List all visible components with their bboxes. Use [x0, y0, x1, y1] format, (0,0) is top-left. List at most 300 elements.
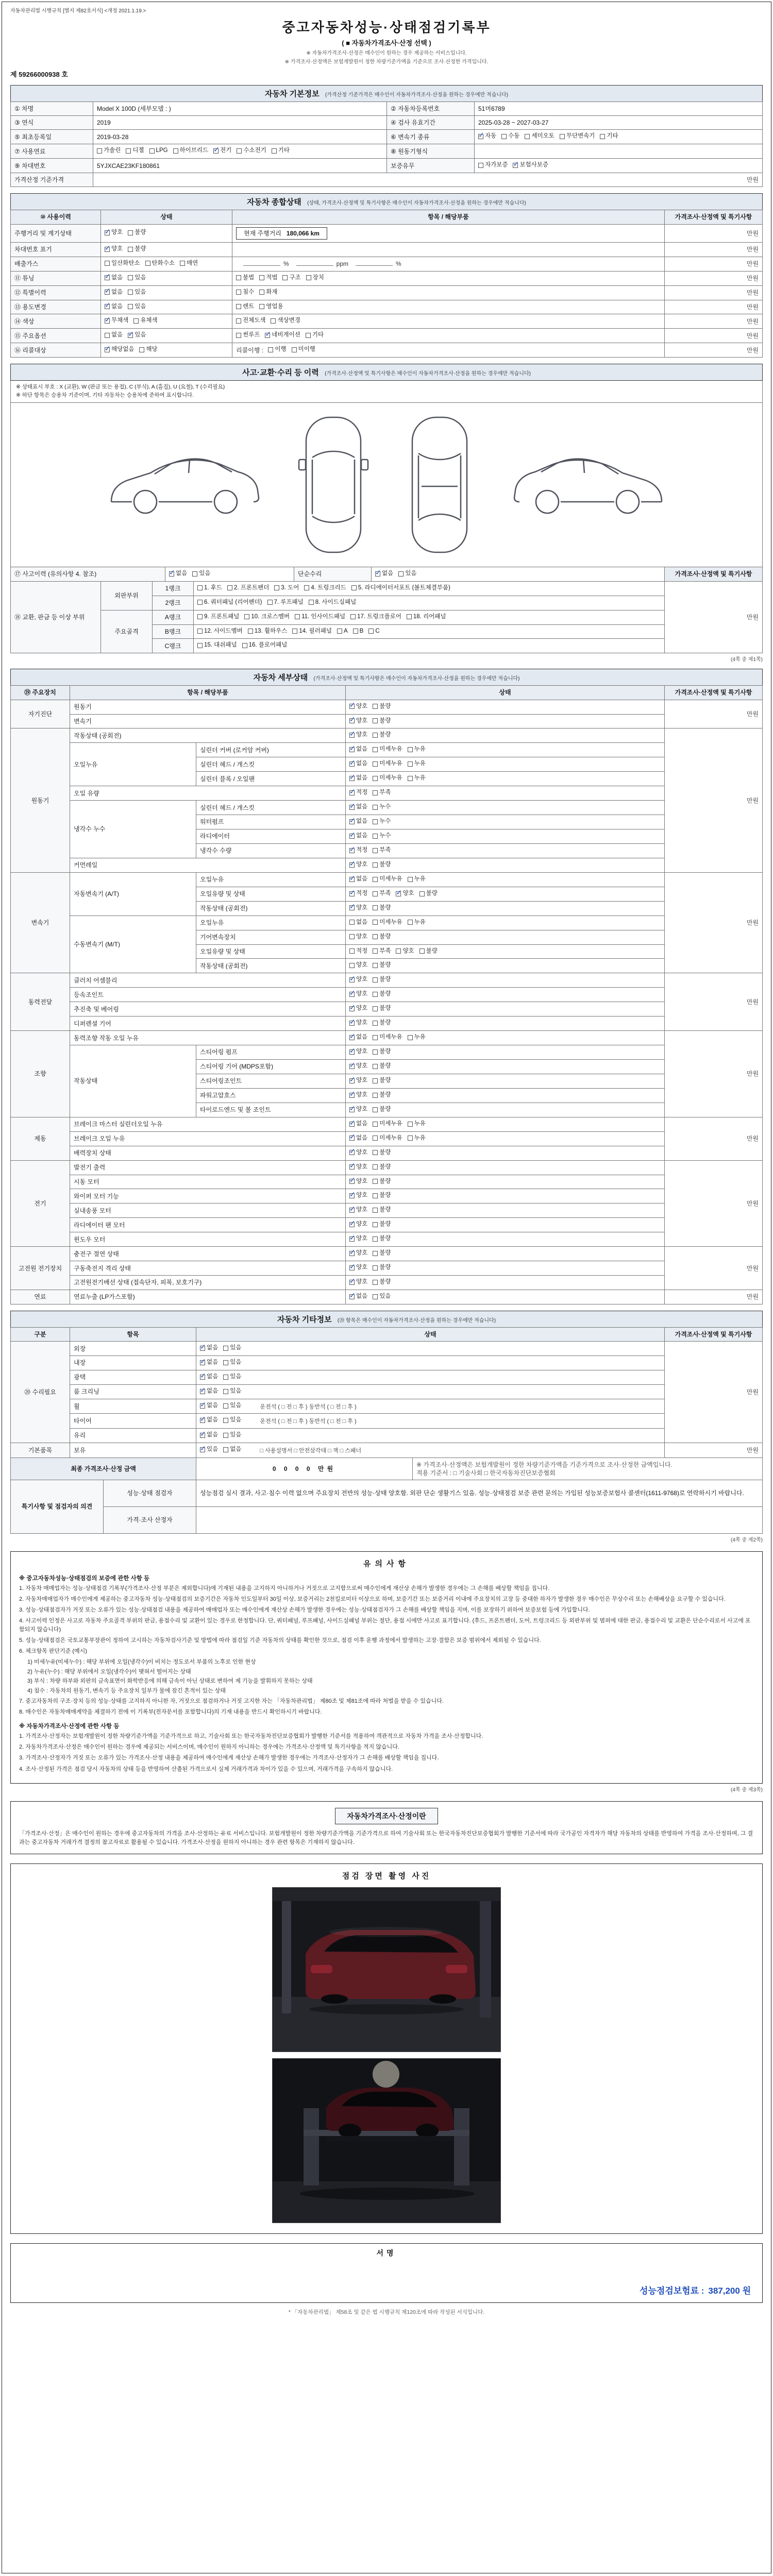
checkbox-누유[interactable]: [408, 1120, 426, 1128]
item-label: 연료누출 (LP가스포함): [70, 1290, 346, 1304]
checkbox-없음[interactable]: [200, 1373, 218, 1381]
checkbox-불량[interactable]: [373, 1149, 391, 1157]
checkbox-불량[interactable]: [373, 1221, 391, 1229]
checkbox-불량[interactable]: [373, 731, 391, 739]
checkbox-label: 누유: [414, 760, 426, 767]
state-cell: [346, 1261, 665, 1276]
checkbox-렌트[interactable]: [236, 303, 254, 311]
checkbox-box: [560, 134, 565, 139]
checkbox-누유[interactable]: [408, 774, 426, 783]
checkbox-box: [200, 1447, 205, 1452]
field-value: [475, 144, 763, 159]
checkbox-있음[interactable]: [398, 570, 416, 578]
col-etc-item: 항목: [70, 1327, 196, 1341]
checkbox-box: [227, 585, 232, 590]
item-label: 브레이크 마스터 실린더오일 누유: [70, 1117, 346, 1131]
checkbox-미세누유[interactable]: [373, 1120, 402, 1128]
checkbox-없음[interactable]: [349, 832, 367, 840]
checkbox-없음[interactable]: [200, 1344, 218, 1352]
notice-heading: ※ 자동차가격조사·산정에 관한 사항 등: [19, 1723, 120, 1730]
accident-history-table: [10, 567, 763, 582]
checkbox-미세누유[interactable]: [373, 1134, 402, 1143]
state-cell: [346, 1276, 665, 1290]
checkbox-불량[interactable]: [373, 703, 391, 711]
checkbox-없음[interactable]: [349, 818, 367, 826]
checkbox-하이브리드[interactable]: [173, 147, 209, 155]
checkbox-label: 불량: [379, 717, 391, 724]
checkbox-label: 불량: [379, 1221, 391, 1228]
checkbox-전기[interactable]: [213, 147, 231, 155]
checkbox-불량[interactable]: [373, 1206, 391, 1214]
checkbox-불량[interactable]: [373, 1091, 391, 1099]
checkbox-label: 18. 리어패널: [413, 613, 446, 620]
checkbox-없음[interactable]: [105, 303, 123, 311]
price-cell: 만원: [665, 581, 763, 653]
checkbox-양호[interactable]: [349, 1077, 367, 1085]
checkbox-불량[interactable]: [373, 1192, 391, 1200]
checkbox-양호[interactable]: [105, 229, 123, 237]
checkbox-box: [192, 571, 197, 577]
checkbox-없음[interactable]: [105, 289, 123, 297]
checkbox-box: [373, 1222, 378, 1227]
checkbox-12. 사이드멤버[interactable]: [197, 628, 243, 636]
checkbox-box: [478, 134, 483, 139]
checkbox-수동[interactable]: [501, 132, 519, 141]
checkbox-누유[interactable]: [408, 919, 426, 927]
checkbox-양호[interactable]: [349, 904, 367, 912]
checkbox-침수[interactable]: [236, 289, 254, 297]
checkbox-box: [349, 1021, 355, 1026]
notice-item: 2. 자동차가격조사·산정은 매수인이 원하는 경우에 제공되는 서비스이며, 매수인이 원하지 아니하는 경우에는 가격조사·산정액 및 특기사항을 적지 않습니다.: [19, 1744, 399, 1751]
checkbox-없음[interactable]: [349, 875, 367, 884]
checkbox-수소전기[interactable]: [237, 147, 266, 155]
checkbox-없음[interactable]: [223, 1446, 241, 1454]
checkbox-양호[interactable]: [349, 717, 367, 725]
overall-condition-note: (상태, 가격조사·산정액 및 특기사항은 매수인이 자동차가격조사·산정을 원하는 경우에만 적습니다): [307, 200, 526, 207]
rank-label: A랭크: [153, 610, 194, 624]
checkbox-미세누유[interactable]: [373, 919, 402, 927]
checkbox-label: 없음: [356, 760, 368, 767]
inspection-insurance-fee: [640, 2283, 751, 2296]
checkbox-불량[interactable]: [373, 1163, 391, 1172]
checkbox-label: 미세누유: [379, 760, 402, 767]
checkbox-보험사보증[interactable]: [513, 161, 548, 170]
checkbox-무채색[interactable]: [105, 317, 128, 325]
checkbox-누수[interactable]: [373, 803, 391, 811]
checkbox-box: [97, 148, 102, 154]
checkbox-양호[interactable]: [349, 933, 367, 941]
checkbox-label: 불량: [379, 933, 391, 940]
checkbox-label: 8. 사이드실패널: [315, 599, 357, 605]
checkbox-양호[interactable]: [349, 1106, 367, 1114]
car-side-view-left-diagram: [101, 441, 266, 529]
notice-item: 5. 성능·상태점검은 국토교통부장관이 정하여 고시하는 자동차검사기준 및 방법에 따라 점검일 기준 자동차의 상태를 확인한 것으로, 점검 이후 운행 과정에서 발생하는 고장·결함은 보증 범위에서 제외될 수 있습니다.: [19, 1637, 541, 1644]
checkbox-1. 후드[interactable]: [197, 584, 222, 592]
checkbox-양호[interactable]: [105, 245, 123, 253]
checkbox-없음[interactable]: [349, 1120, 367, 1128]
overall-condition-table: [10, 210, 763, 358]
checkbox-있음[interactable]: [223, 1402, 241, 1410]
checkbox-label: 적법: [266, 274, 278, 281]
checkbox-label: 적정: [356, 846, 368, 853]
detail-row: [11, 988, 763, 1002]
checkbox-미이행[interactable]: [292, 346, 315, 354]
checkbox-있음[interactable]: [128, 331, 146, 340]
checkbox-부족[interactable]: [373, 846, 391, 855]
checkbox-양호[interactable]: [349, 1221, 367, 1229]
checkbox-box: [349, 1006, 355, 1011]
checkbox-9. 프론트패널[interactable]: [197, 613, 239, 621]
checkbox-없음[interactable]: [105, 331, 123, 340]
checkbox-6. 쿼터패널 (리어펜더)[interactable]: [197, 599, 262, 607]
checkbox-미세누유[interactable]: [373, 774, 402, 783]
checkbox-양호[interactable]: [349, 1091, 367, 1099]
checkbox-2. 프론트펜더[interactable]: [227, 584, 269, 592]
state-cell: [196, 1370, 665, 1385]
checkbox-있음[interactable]: [223, 1373, 241, 1381]
notice-subitem: 2) 누유(누수) : 해당 부위에서 오일(냉각수)이 맺혀서 떨어지는 상태: [27, 1668, 191, 1675]
unit-label: %: [283, 260, 289, 268]
checkbox-불량[interactable]: [373, 1278, 391, 1286]
checkbox-없음[interactable]: [375, 570, 393, 578]
checkbox-해당없음[interactable]: [105, 346, 134, 354]
etc-item-label: 외장: [70, 1342, 196, 1356]
checkbox-box: [349, 776, 355, 781]
state-cell: [346, 944, 665, 959]
checkbox-label: 구조: [289, 274, 301, 281]
checkbox-구조[interactable]: [282, 274, 300, 282]
state-cell: [346, 1146, 665, 1160]
checkbox-label: 기타: [278, 147, 290, 154]
checkbox-불량[interactable]: [373, 904, 391, 912]
checkbox-양호[interactable]: [396, 947, 414, 956]
checkbox-불량[interactable]: [373, 1178, 391, 1186]
col-detail-state: 상태: [346, 686, 665, 700]
checkbox-불법[interactable]: [236, 274, 254, 282]
checkbox-label: 있음: [199, 570, 211, 577]
checkbox-box: [223, 1360, 228, 1365]
checkbox-있음[interactable]: [223, 1387, 241, 1396]
checkbox-네비게이션[interactable]: [265, 331, 300, 340]
checkbox-불량[interactable]: [128, 229, 146, 237]
checkbox-B[interactable]: [353, 628, 364, 636]
checkbox-불량[interactable]: [373, 1062, 391, 1071]
checkbox-불량[interactable]: [373, 1005, 391, 1013]
checkbox-3. 도어[interactable]: [274, 584, 299, 592]
checkbox-전체도색[interactable]: [236, 317, 265, 325]
checkbox-없음[interactable]: [349, 1033, 367, 1042]
checkbox-양호[interactable]: [349, 1178, 367, 1186]
checkbox-양호[interactable]: [396, 890, 414, 898]
checkbox-있음[interactable]: [373, 1293, 391, 1301]
detail-row: [11, 728, 763, 743]
price-cell: 만원: [665, 224, 763, 242]
checkbox-있음[interactable]: [223, 1359, 241, 1367]
checkbox-box: [349, 790, 355, 795]
checkbox-있음[interactable]: [223, 1416, 241, 1425]
checkbox-양호[interactable]: [349, 861, 367, 869]
checkbox-양호[interactable]: [349, 1278, 367, 1286]
notice-item: 7. 중고자동차의 구조·장치 등의 성능·상태를 고지하지 아니한 자, 거짓으로 점검하거나 거짓 고지한 자는 「자동차관리법」 제80조 및 제81조에 따라 처벌을 받을 수 있습니다.: [19, 1698, 444, 1705]
checkbox-기타[interactable]: [306, 331, 324, 340]
checkbox-무단변속기[interactable]: [560, 132, 595, 141]
checkbox-자동[interactable]: [478, 132, 496, 141]
checkbox-C[interactable]: [368, 628, 379, 636]
final-price-note-2: 적용 기준서 : □ 기술사회 □ 한국자동차진단보증협회: [416, 1469, 556, 1477]
checkbox-미세누유[interactable]: [373, 745, 402, 754]
panel-group-label: 외판부위: [101, 581, 153, 610]
checkbox-해당[interactable]: [139, 346, 157, 354]
checkbox-양호[interactable]: [349, 1062, 367, 1071]
checkbox-없음[interactable]: [105, 274, 123, 282]
checkbox-8. 사이드실패널[interactable]: [309, 599, 356, 607]
checkbox-없음[interactable]: [349, 774, 367, 783]
checkbox-없음[interactable]: [349, 745, 367, 754]
checkbox-불량[interactable]: [419, 947, 438, 956]
checkbox-불량[interactable]: [373, 1106, 391, 1114]
checkbox-18. 리어패널[interactable]: [407, 613, 446, 621]
checkbox-양호[interactable]: [349, 1019, 367, 1027]
checkbox-양호[interactable]: [349, 703, 367, 711]
checkbox-label: 12. 사이드멤버: [204, 628, 243, 634]
checkbox-양호[interactable]: [349, 1264, 367, 1272]
checkbox-양호[interactable]: [349, 731, 367, 739]
checkbox-누수[interactable]: [373, 818, 391, 826]
signature-label: 서명: [376, 2248, 397, 2257]
checkbox-box: [349, 834, 355, 839]
section-basic-info: [10, 85, 763, 187]
checkbox-있음[interactable]: [223, 1344, 241, 1352]
checkbox-누유[interactable]: [408, 875, 426, 884]
checkbox-미세누유[interactable]: [373, 760, 402, 768]
checkbox-불량[interactable]: [373, 1264, 391, 1272]
checkbox-양호[interactable]: [349, 961, 367, 970]
checkbox-누유[interactable]: [408, 745, 426, 754]
checkbox-box: [349, 1093, 355, 1098]
checkbox-불량[interactable]: [373, 1249, 391, 1258]
checkbox-적정[interactable]: [349, 947, 367, 956]
checkbox-불량[interactable]: [373, 961, 391, 970]
checkbox-없음[interactable]: [200, 1387, 218, 1396]
part-label: 오일누유: [196, 872, 346, 887]
checkbox-box: [105, 290, 110, 295]
checkbox-부족[interactable]: [373, 890, 391, 898]
checkbox-썬루프[interactable]: [236, 331, 260, 340]
checkbox-적정[interactable]: [349, 789, 367, 797]
checkbox-디젤[interactable]: [126, 147, 144, 155]
checkbox-box: [200, 1389, 205, 1394]
checkbox-label: 양호: [356, 1163, 368, 1170]
checkbox-없음[interactable]: [349, 1293, 367, 1301]
checkbox-없음[interactable]: [349, 919, 367, 927]
etc-row: [11, 1443, 763, 1458]
checkbox-label: C: [375, 628, 380, 634]
checkbox-양호[interactable]: [349, 1192, 367, 1200]
checkbox-있음[interactable]: [223, 1431, 241, 1439]
checkbox-box: [373, 862, 378, 868]
checkbox-없음[interactable]: [349, 760, 367, 768]
checkbox-box: [304, 585, 309, 590]
checkbox-box: [268, 347, 273, 352]
checkbox-불량[interactable]: [373, 1077, 391, 1085]
checkbox-없음[interactable]: [200, 1359, 218, 1367]
overall-condition-title: 자동차 종합상태: [247, 198, 301, 207]
checkbox-양호[interactable]: [349, 1149, 367, 1157]
checkbox-양호[interactable]: [349, 1005, 367, 1013]
checkbox-있음[interactable]: [200, 1446, 218, 1454]
checkbox-box: [223, 1418, 228, 1423]
state-cell: [346, 973, 665, 988]
checkbox-누유[interactable]: [408, 1134, 426, 1143]
checkbox-불량[interactable]: [373, 717, 391, 725]
checkbox-box: [259, 275, 264, 280]
checkbox-불량[interactable]: [373, 861, 391, 869]
checkbox-17. 트렁크플로어[interactable]: [350, 613, 401, 621]
col-state: 상태: [101, 210, 232, 224]
checkbox-box: [373, 905, 378, 910]
checkbox-box: [349, 761, 355, 767]
checkbox-부족[interactable]: [373, 789, 391, 797]
checkbox-양호[interactable]: [349, 1235, 367, 1243]
checkbox-label: 불량: [135, 245, 146, 252]
checkbox-양호[interactable]: [349, 976, 367, 984]
checkbox-누수[interactable]: [373, 832, 391, 840]
checkbox-4. 트렁크리드[interactable]: [304, 584, 346, 592]
checkbox-불량[interactable]: [373, 933, 391, 941]
price-cell: 만원: [665, 700, 763, 728]
section-detailed-condition: [10, 669, 763, 1304]
checkbox-적정[interactable]: [349, 846, 367, 855]
checkbox-자가보증[interactable]: [478, 161, 508, 170]
checkbox-15. 대쉬패널[interactable]: [197, 641, 237, 650]
section-etc-info: [10, 1311, 763, 1543]
checkbox-label: 세미오토: [531, 133, 554, 140]
checkbox-13. 휠하우스[interactable]: [248, 628, 288, 636]
checkbox-색상변경[interactable]: [271, 317, 300, 325]
checkbox-label: 영업용: [266, 303, 283, 310]
checkbox-양호[interactable]: [349, 1163, 367, 1172]
checkbox-7. 루프패널[interactable]: [267, 599, 304, 607]
basic-info-row: [11, 173, 763, 187]
checkbox-label: 있음: [230, 1432, 242, 1438]
checkbox-이행[interactable]: [268, 346, 286, 354]
checkbox-누유[interactable]: [408, 760, 426, 768]
checkbox-불량[interactable]: [373, 1048, 391, 1056]
state-cell: [346, 1074, 665, 1088]
checkbox-세미오토[interactable]: [525, 132, 554, 141]
checkbox-양호[interactable]: [349, 1249, 367, 1258]
checkbox-양호[interactable]: [349, 1206, 367, 1214]
checkbox-label: 양호: [356, 1149, 368, 1156]
detail-row: [11, 743, 763, 757]
checkbox-매연[interactable]: [180, 260, 198, 268]
checkbox-불량[interactable]: [373, 976, 391, 984]
state-cell: [346, 1290, 665, 1304]
checkbox-영업용[interactable]: [259, 303, 283, 311]
checkbox-누유[interactable]: [408, 1033, 426, 1042]
item-label: 냉각수 누수: [70, 801, 196, 858]
rank-items: [194, 596, 665, 610]
items-cell: [232, 300, 665, 314]
checkbox-일산화탄소[interactable]: [105, 260, 140, 268]
price-cell: 만원: [665, 1160, 763, 1247]
state-cell: [346, 1175, 665, 1189]
checkbox-탄화수소[interactable]: [145, 260, 175, 268]
checkbox-label: 없음: [356, 1134, 368, 1141]
opinion-row-appraiser: [11, 1506, 763, 1533]
use-history-label: ⑮ 주요옵션: [11, 329, 101, 343]
checkbox-label: 없음: [230, 1446, 242, 1452]
checkbox-있음[interactable]: [128, 289, 146, 297]
checkbox-없음[interactable]: [200, 1402, 218, 1410]
checkbox-화재[interactable]: [259, 289, 277, 297]
checkbox-불량[interactable]: [419, 890, 438, 898]
state-cell: [346, 1189, 665, 1204]
field-value: 2019-03-28: [93, 130, 387, 144]
checkbox-유채색[interactable]: [133, 317, 157, 325]
checkbox-없음[interactable]: [349, 1134, 367, 1143]
checkbox-A[interactable]: [337, 628, 348, 636]
detail-row: [11, 858, 763, 872]
checkbox-없음[interactable]: [349, 803, 367, 811]
checkbox-label: 없음: [207, 1432, 219, 1438]
checkbox-label: 적정: [356, 789, 368, 796]
notice-subitem: 1) 미세누유(미세누수) : 해당 부위에 오일(냉각수)이 비치는 정도로서 부품의 노후로 인한 현상: [27, 1659, 256, 1666]
checkbox-14. 필러패널[interactable]: [292, 628, 332, 636]
checkbox-기타[interactable]: [272, 147, 290, 155]
checkbox-장치[interactable]: [306, 274, 324, 282]
checkbox-label: 양호: [402, 947, 414, 954]
checkbox-있음[interactable]: [192, 570, 210, 578]
checkbox-기타[interactable]: [600, 132, 618, 141]
detail-row: [11, 1261, 763, 1276]
item-label: 동력조향 작동 오일 누유: [70, 1031, 346, 1045]
checkbox-16. 플로어패널[interactable]: [242, 641, 288, 650]
checkbox-label: 없음: [382, 570, 394, 577]
checkbox-적법[interactable]: [259, 274, 277, 282]
checkbox-LPG[interactable]: [149, 147, 168, 155]
checkbox-없음[interactable]: [200, 1416, 218, 1425]
checkbox-양호[interactable]: [349, 990, 367, 998]
checkbox-있음[interactable]: [128, 303, 146, 311]
state-cell: [196, 1384, 665, 1399]
car-damage-diagrams: [10, 403, 763, 567]
checkbox-있음[interactable]: [128, 274, 146, 282]
checkbox-없음[interactable]: [200, 1431, 218, 1439]
checkbox-적정[interactable]: [349, 890, 367, 898]
checkbox-label: 3. 도어: [281, 584, 299, 591]
checkbox-양호[interactable]: [349, 1048, 367, 1056]
item-label: 오일 유량: [70, 786, 346, 801]
checkbox-없음[interactable]: [169, 570, 187, 578]
checkbox-미세누유[interactable]: [373, 875, 402, 884]
checkbox-10. 크로스멤버[interactable]: [244, 613, 290, 621]
state-cell: [346, 988, 665, 1002]
checkbox-불량[interactable]: [373, 1235, 391, 1243]
field-label: 보증유무: [387, 159, 475, 173]
checkbox-label: 썬루프: [243, 332, 260, 338]
checkbox-가솔린[interactable]: [97, 147, 121, 155]
checkbox-부족[interactable]: [373, 947, 391, 956]
field-value: [475, 159, 763, 173]
checkbox-불량[interactable]: [373, 1019, 391, 1027]
checkbox-불량[interactable]: [373, 990, 391, 998]
checkbox-미세누유[interactable]: [373, 1033, 402, 1042]
checkbox-5. 라디에이터서포트 (볼트체결부품)[interactable]: [351, 584, 450, 592]
checkbox-불량[interactable]: [128, 245, 146, 253]
checkbox-11. 인사이드패널[interactable]: [295, 613, 345, 621]
checkbox-label: 양호: [356, 1077, 368, 1083]
